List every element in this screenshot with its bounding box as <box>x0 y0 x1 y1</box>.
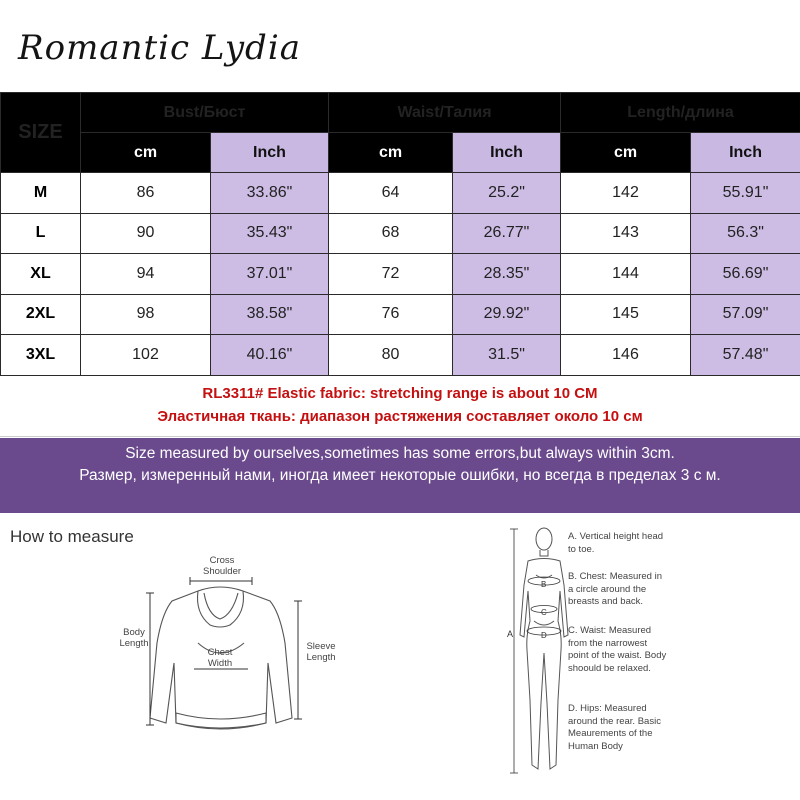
waist-inch-cell: 28.35" <box>453 254 561 295</box>
table-row <box>1 173 800 214</box>
table-row <box>1 294 800 335</box>
length-cm-cell: 142 <box>561 173 691 214</box>
waist-cm-header: cm <box>329 133 453 173</box>
bust-inch-cell: 37.01" <box>211 254 329 295</box>
note-hips: D. Hips: Measured around the rear. Basic Meaurements of the Human Body <box>568 703 661 752</box>
bust-cm-cell: 90 <box>81 213 211 254</box>
waist-inch-cell: 31.5" <box>453 335 561 376</box>
letter-a: A <box>507 629 514 639</box>
length-inch-cell: 57.09" <box>691 294 800 335</box>
bust-inch-cell: 35.43" <box>211 213 329 254</box>
letter-d: D <box>541 631 547 640</box>
disclaimer-ru: Размер, измеренный нами, иногда имеет некоторые ошибки, но всегда в пределах 3 с м. <box>79 467 721 484</box>
brand-logo: Romantic Lydia <box>18 28 301 68</box>
garment-diagram <box>120 553 350 753</box>
letter-c: C <box>541 608 547 617</box>
length-header: Length/длина <box>561 93 800 133</box>
waist-inch-cell: 25.2" <box>453 173 561 214</box>
measurement-disclaimer <box>0 438 800 513</box>
notice-line-en: RL3311# Elastic fabric: stretching range is about 10 CM <box>202 385 598 402</box>
cross-shoulder-label: Cross Shoulder <box>202 555 242 577</box>
table-row <box>1 213 800 254</box>
length-inch-cell: 57.48" <box>691 335 800 376</box>
how-to-measure-section <box>0 513 800 800</box>
waist-cm-cell: 76 <box>329 294 453 335</box>
length-inch-cell: 55.91" <box>691 173 800 214</box>
notice-line-ru: Эластичная ткань: диапазон растяжения составляет около 10 см <box>157 408 643 425</box>
bust-header: Bust/Бюст <box>81 93 329 133</box>
length-cm-cell: 146 <box>561 335 691 376</box>
bust-cm-cell: 98 <box>81 294 211 335</box>
letter-b: B <box>541 580 547 589</box>
waist-header: Waist/Талия <box>329 93 561 133</box>
size-cell: 3XL <box>1 335 81 376</box>
bust-cm-cell: 94 <box>81 254 211 295</box>
waist-inch-cell: 29.92" <box>453 294 561 335</box>
chest-width-label: Chest Width <box>207 647 233 669</box>
how-to-measure-title: How to measure <box>10 527 134 546</box>
bust-inch-cell: 38.58" <box>211 294 329 335</box>
bust-inch-cell: 33.86" <box>211 173 329 214</box>
disclaimer-en: Size measured by ourselves,sometimes has some errors,but always within 3cm. <box>125 445 675 462</box>
waist-cm-cell: 64 <box>329 173 453 214</box>
size-chart-table <box>0 92 800 376</box>
length-inch-cell: 56.69" <box>691 254 800 295</box>
human-figure-icon <box>506 525 576 785</box>
size-cell: XL <box>1 254 81 295</box>
length-cm-cell: 144 <box>561 254 691 295</box>
bust-cm-cell: 102 <box>81 335 211 376</box>
waist-cm-cell: 68 <box>329 213 453 254</box>
body-length-label: Body Length <box>119 627 149 649</box>
size-cell: 2XL <box>1 294 81 335</box>
note-waist: C. Waist: Measured from the narrowest point of the waist. Body shoould be relaxed. <box>568 625 667 674</box>
note-vertical-height: A. Vertical height head to toe. <box>568 531 664 555</box>
body-diagram <box>500 521 800 791</box>
size-header: SIZE <box>1 93 81 173</box>
size-cell: L <box>1 213 81 254</box>
length-inch-cell: 56.3" <box>691 213 800 254</box>
waist-inch-cell: 26.77" <box>453 213 561 254</box>
bust-cm-header: cm <box>81 133 211 173</box>
length-inch-header: Inch <box>691 133 800 173</box>
length-cm-cell: 143 <box>561 213 691 254</box>
table-row <box>1 254 800 295</box>
waist-inch-header: Inch <box>453 133 561 173</box>
table-row <box>1 335 800 376</box>
bust-cm-cell: 86 <box>81 173 211 214</box>
bust-inch-header: Inch <box>211 133 329 173</box>
note-chest: B. Chest: Measured in a circle around the breasts and back. <box>568 571 662 607</box>
waist-cm-cell: 80 <box>329 335 453 376</box>
length-cm-header: cm <box>561 133 691 173</box>
bust-inch-cell: 40.16" <box>211 335 329 376</box>
sleeve-length-label: Sleeve Length <box>306 641 336 663</box>
length-cm-cell: 145 <box>561 294 691 335</box>
elastic-fabric-notice <box>0 375 800 437</box>
waist-cm-cell: 72 <box>329 254 453 295</box>
size-cell: M <box>1 173 81 214</box>
